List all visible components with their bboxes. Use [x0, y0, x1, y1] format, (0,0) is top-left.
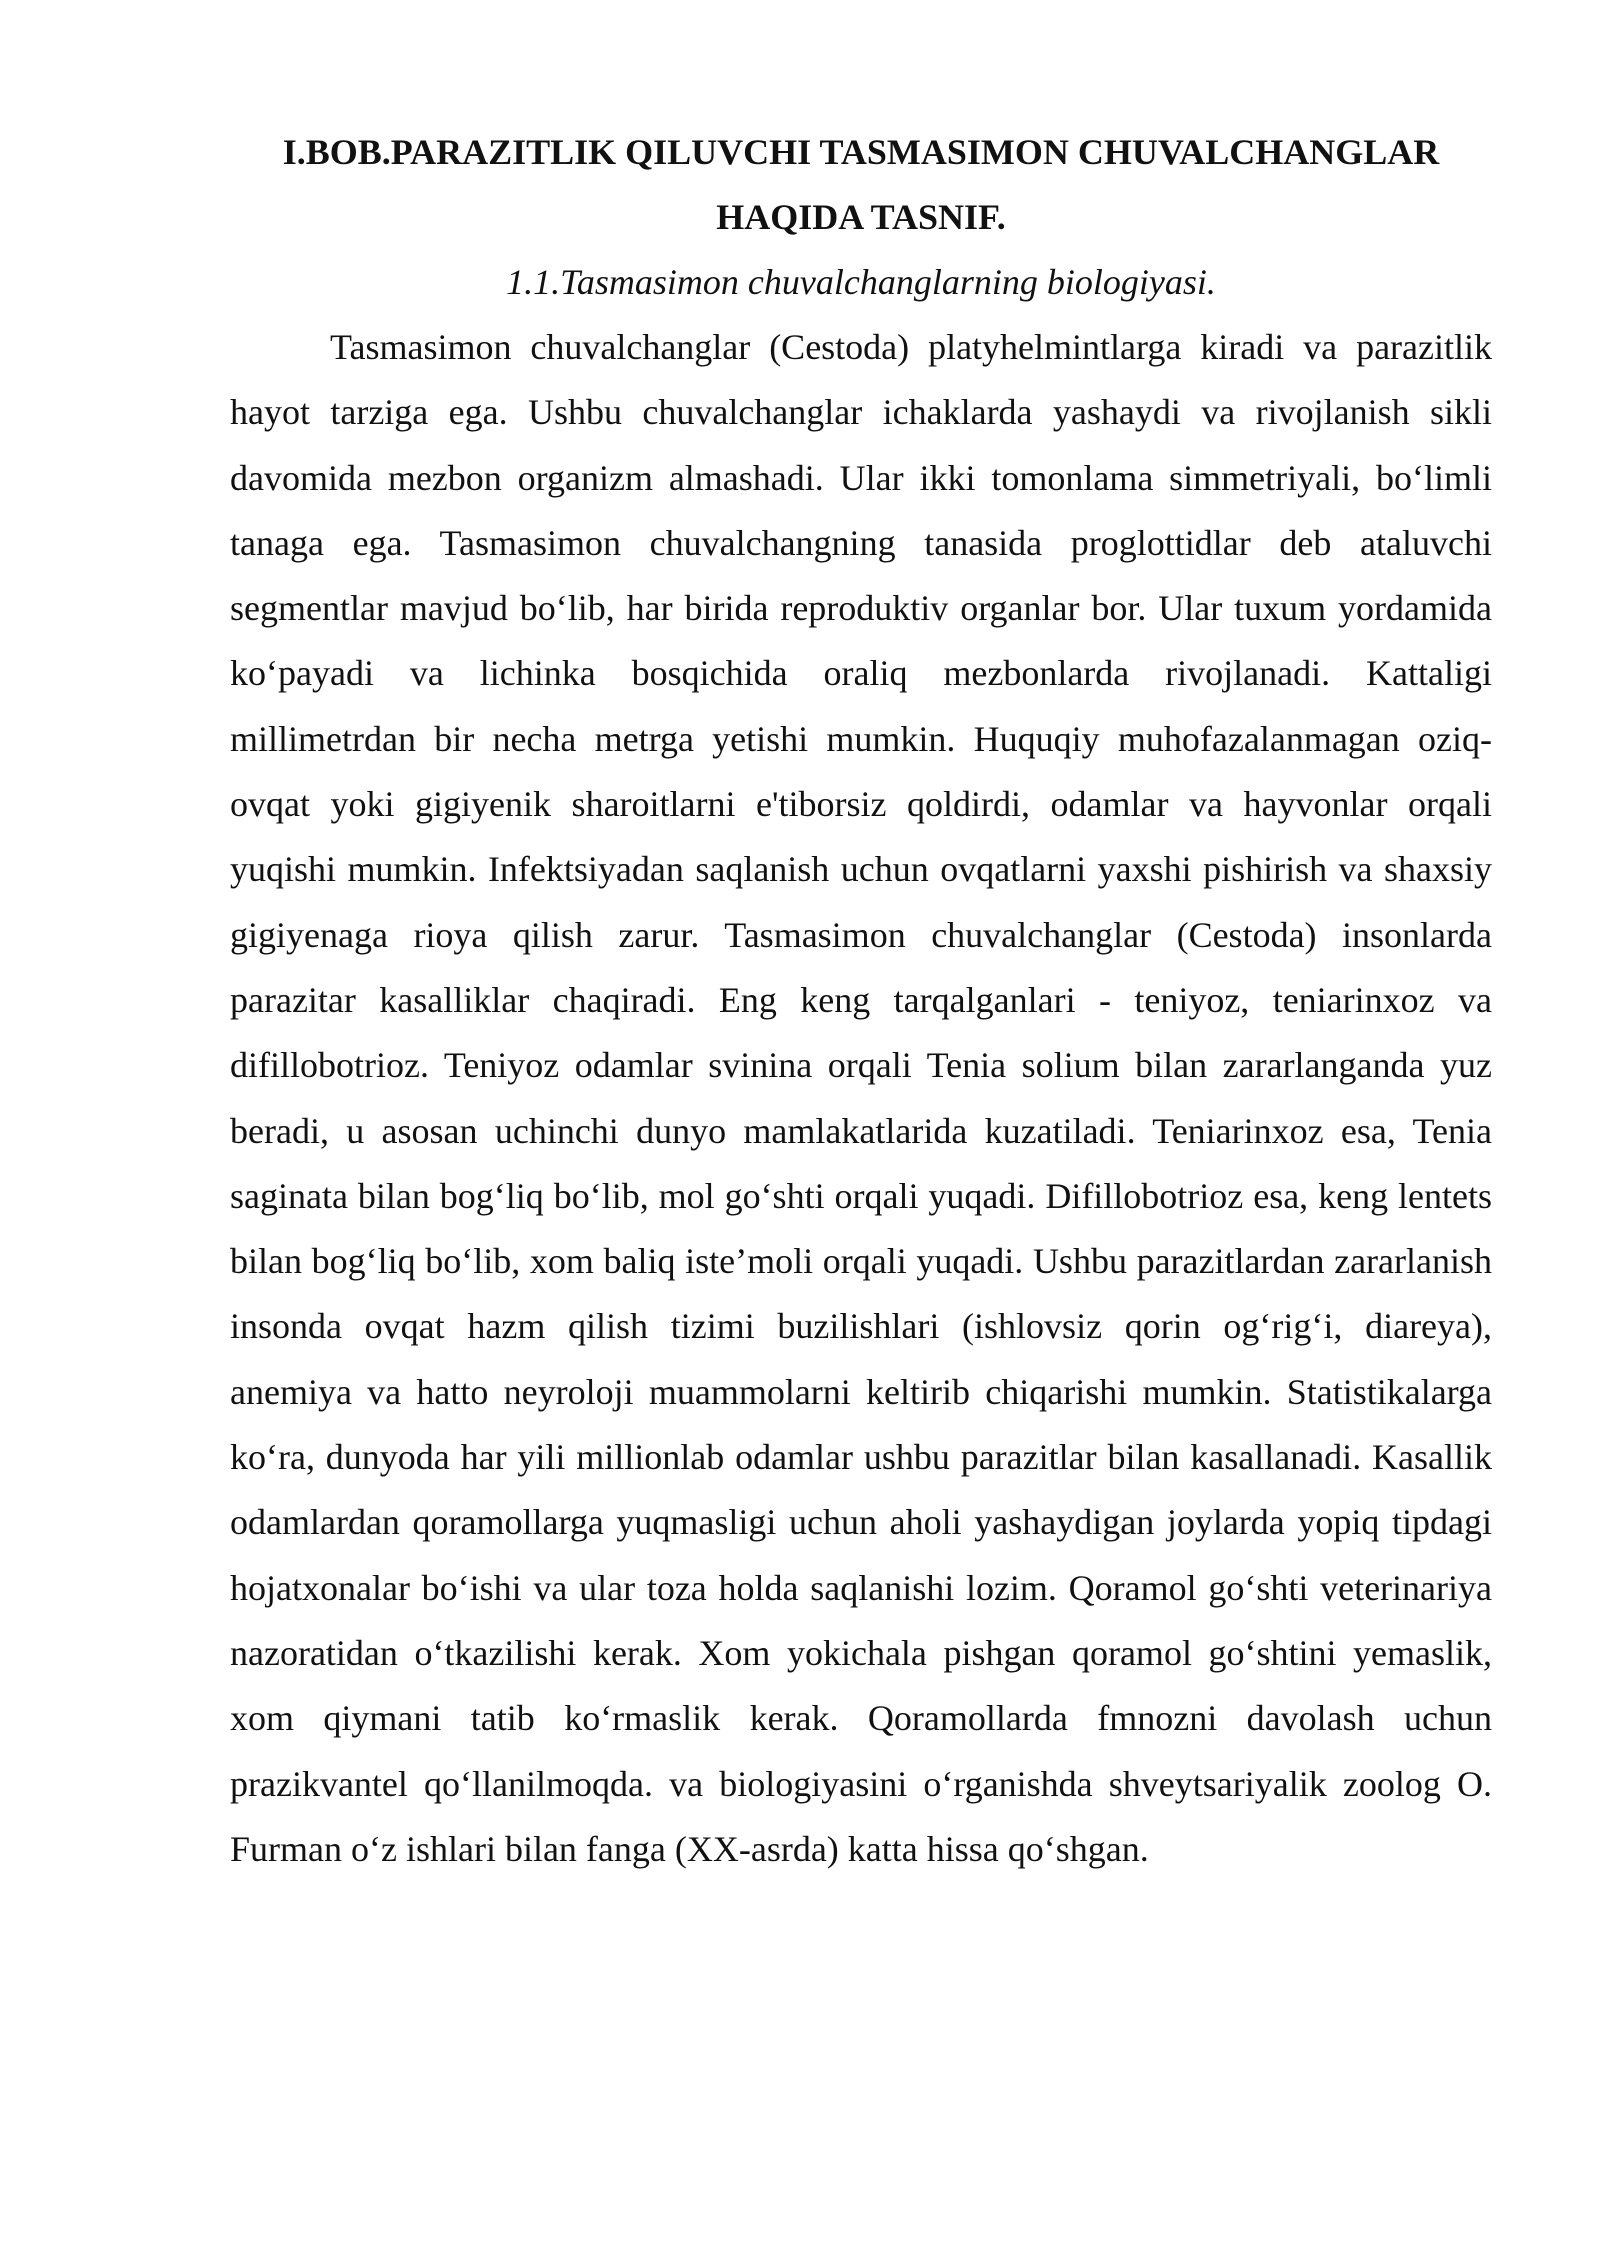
- body-paragraph: Tasmasimon chuvalchanglar (Cestoda) platyhelmintlarga kiradi va parazitlik hayot tarziga ega. Ushbu chuvalchanglar ichaklarda yashaydi va rivojlanish sikli davomida mezbon organizm almashadi. Ular ikki tomonlama simmetriyali, bo‘limli tanaga ega. Tasmasimon chuvalchangning tanasida proglottidlar deb ataluvchi segmentlar mavjud bo‘lib, har birida reproduktiv organlar bor. Ular tuxum yordamida ko‘payadi va lichinka bosqichida oraliq mezbonlarda rivojlanadi. Kattaligi millimetrdan bir necha metrga yetishi mumkin. Huquqiy muhofazalanmagan oziq-ovqat yoki gigiyenik sharoitlarni e'tiborsiz qoldirdi, odamlar va hayvonlar orqali yuqishi mumkin. Infektsiyadan saqlanish uchun ovqatlarni yaxshi pishirish va shaxsiy gigiyenaga rioya qilish zarur. Tasmasimon chuvalchanglar (Cestoda) insonlarda parazitar kasalliklar chaqiradi. Eng keng tarqalganlari - teniyoz, teniarinxoz va difillobotrioz. Teniyoz odamlar svinina orqali Tenia solium bilan zararlanganda yuz beradi, u asosan uchinchi dunyo mamlakatlarida kuzatiladi. Teniarinxoz esa, Tenia saginata bilan bog‘liq bo‘lib, mol go‘shti orqali yuqadi. Difillobotrioz esa, keng lentets bilan bog‘liq bo‘lib, xom baliq iste’moli orqali yuqadi. Ushbu parazitlardan zararlanish insonda ovqat hazm qilish tizimi buzilishlari (ishlovsiz qorin og‘rig‘i, diareya), anemiya va hatto neyroloji muammolarni keltirib chiqarishi mumkin. Statistikalarga ko‘ra, dunyoda har yili millionlab odamlar ushbu parazitlar bilan kasallanadi. Kasallik odamlardan qoramollarga yuqmasligi uchun aholi yashaydigan joylarda yopiq tipdagi hojatxonalar bo‘ishi va ular toza holda saqlanishi lozim. Qoramol go‘shti veterinariya nazoratidan o‘tkazilishi kerak. Xom yokichala pishgan qoramol go‘shtini yemaslik, xom qiymani tatib ko‘rmaslik kerak. Qoramollarda fmnozni davolash uchun prazikvantel qo‘llanilmoqda. va biologiyasini o‘rganishda shveytsariyalik zoolog O. Furman o‘z ishlari bilan fanga (XX-asrda) katta hissa qo‘shgan.: [230, 327, 1492, 1869]
- document-page: [230, 120, 1492, 1882]
- section-title: 1.1.Tasmasimon chuvalchanglarning biologiyasi.: [506, 262, 1216, 302]
- chapter-title-line-1: I.BOB.PARAZITLIK QILUVCHI TASMASIMON CHUVALCHANGLAR: [282, 132, 1440, 172]
- chapter-title: [230, 120, 1492, 250]
- chapter-title-line-2: HAQIDA TASNIF.: [716, 197, 1006, 237]
